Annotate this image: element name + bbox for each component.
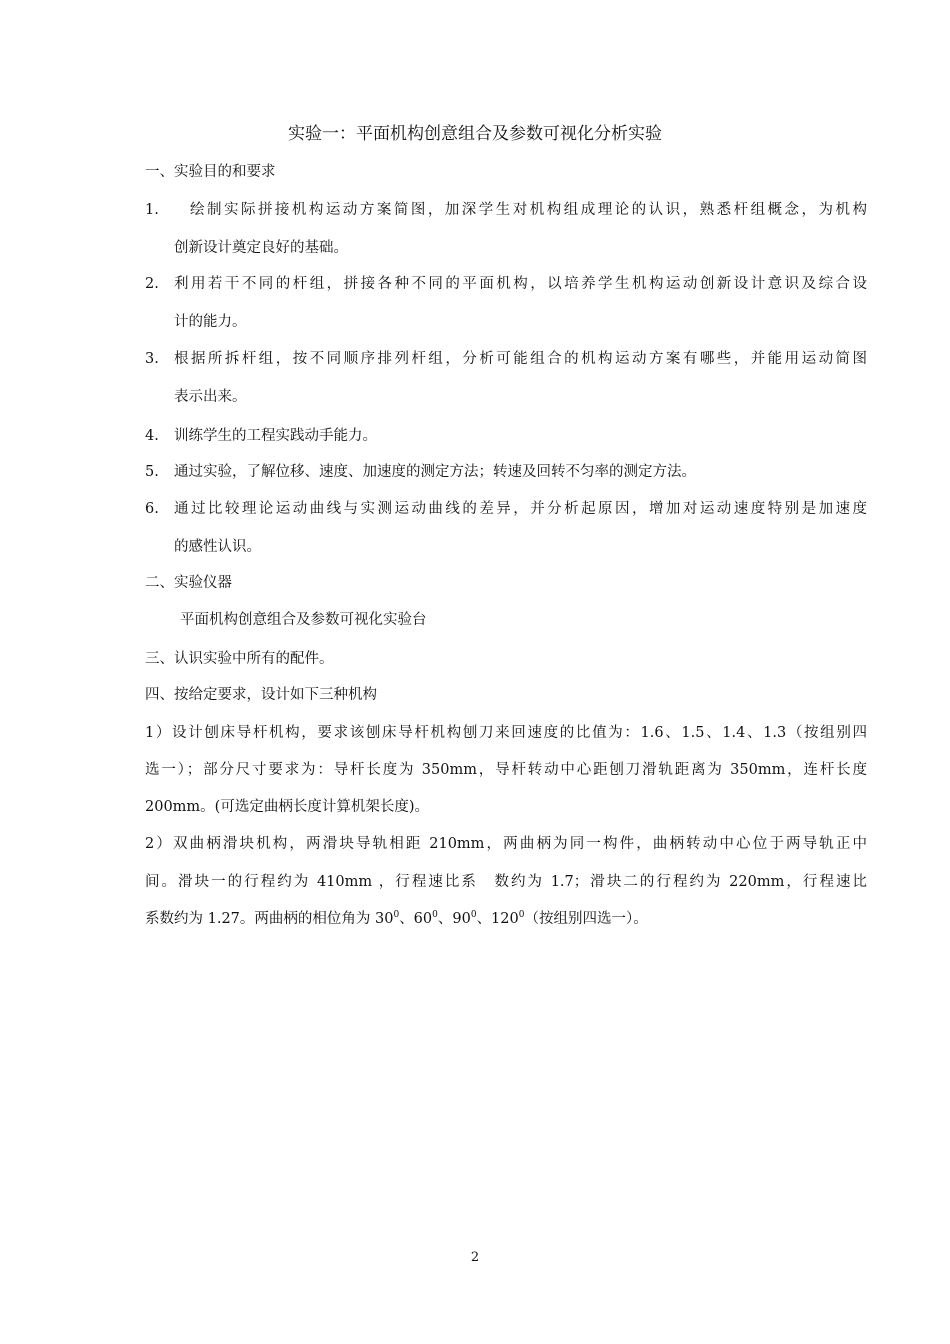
item-6-line2: 的感性认识。 xyxy=(174,539,261,555)
item-1-line1: 绘制实际拼接机构运动方案简图，加深学生对机构组成理论的认识，熟悉杆组概念，为机构 xyxy=(190,202,867,218)
degree-mark-1: 0 xyxy=(393,910,400,921)
item-3-line1: 根据所拆杆组，按不同顺序排列杆组，分析可能组合的机构运动方案有哪些，并能用运动简图 xyxy=(174,351,867,367)
p2-line3-part-a: 系数约为 1.27。两曲柄的相位角为 30 xyxy=(145,911,394,927)
item-5-number: 5. xyxy=(145,464,159,480)
item-4-number: 4. xyxy=(145,428,159,444)
item-4-line1: 训练学生的工程实践动手能力。 xyxy=(174,428,377,444)
p2-line3-part-b: 、60 xyxy=(399,911,433,927)
section4-p2-line3 xyxy=(145,907,867,931)
degree-mark-2: 0 xyxy=(432,910,438,921)
section4-p1-line2: 选一）；部分尺寸要求为：导杆长度为 350mm，导杆转动中心距刨刀滑轨距离为 350mm，连杆长度 xyxy=(145,762,867,778)
item-5-line1: 通过实验，了解位移、速度、加速度的测定方法；转速及回转不匀率的测定方法。 xyxy=(174,464,696,480)
degree-mark-3: 0 xyxy=(470,910,477,921)
item-1-line2: 创新设计奠定良好的基础。 xyxy=(174,240,348,256)
item-6-number: 6. xyxy=(145,501,159,517)
section4-heading: 四、按给定要求，设计如下三种机构 xyxy=(145,687,377,703)
item-3-line2: 表示出来。 xyxy=(174,389,247,405)
page-number: 2 xyxy=(470,1250,480,1265)
section4-p1-line1: 1）设计刨床导杆机构，要求该刨床导杆机构刨刀来回速度的比值为：1.6、1.5、1.4、1.3（按组别四 xyxy=(145,725,867,741)
p2-line3-part-d: 、120 xyxy=(476,911,519,927)
section2-body: 平面机构创意组合及参数可视化实验台 xyxy=(180,612,427,628)
section3-heading: 三、认识实验中所有的配件。 xyxy=(145,651,334,667)
item-6-line1: 通过比较理论运动曲线与实测运动曲线的差异，并分析起原因，增加对运动速度特别是加速度 xyxy=(174,501,867,517)
section4-p2-line1: 2）双曲柄滑块机构，两滑块导轨相距 210mm，两曲柄为同一构件，曲柄转动中心位于两导轨正中 xyxy=(145,836,867,852)
section4-p1-line3: 200mm。(可选定曲柄长度计算机架长度)。 xyxy=(145,799,429,815)
item-1-number: 1. xyxy=(145,202,159,218)
item-3-number: 3. xyxy=(145,351,159,367)
p2-line3-part-e: （按组别四选一）。 xyxy=(524,911,648,927)
p2-line3-part-c: 、90 xyxy=(437,911,471,927)
section2-heading: 二、实验仪器 xyxy=(145,575,232,591)
item-2-number: 2. xyxy=(145,276,159,292)
page-title: 实验一：平面机构创意组合及参数可视化分析实验 xyxy=(288,124,662,144)
section1-heading: 一、实验目的和要求 xyxy=(145,164,276,180)
section4-p2-line2: 间。滑块一的行程约为 410mm ，行程速比系 数约为 1.7；滑块二的行程约为 220mm，行程速比 xyxy=(145,874,867,890)
degree-mark-4: 0 xyxy=(518,910,525,921)
item-2-line2: 计的能力。 xyxy=(174,314,247,330)
item-2-line1: 利用若干不同的杆组，拼接各种不同的平面机构，以培养学生机构运动创新设计意识及综合设 xyxy=(174,276,867,292)
